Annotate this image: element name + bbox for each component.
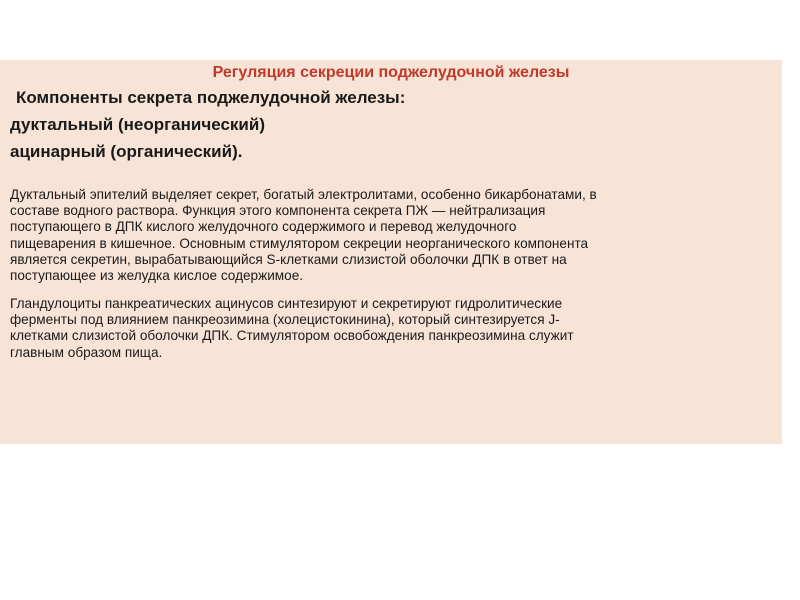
ductal-component-heading: дуктальный (неорганический) bbox=[10, 115, 265, 134]
paragraph-line: Дуктальный эпителий выделяет секрет, богатый электролитами, особенно бикарбонатами, в bbox=[10, 187, 597, 202]
ductal-paragraph bbox=[10, 187, 780, 284]
components-heading: Компоненты секрета поджелудочной железы: bbox=[16, 88, 406, 107]
slide-title: Регуляция секреции поджелудочной железы bbox=[212, 64, 570, 81]
paragraph-line: является секретин, вырабатывающийся S-клетками слизистой оболочки ДПК в ответ на bbox=[10, 251, 567, 267]
paragraph-line: пищеварения в кишечное. Основным стимулятором секреции неорганического компонента bbox=[10, 235, 589, 251]
paragraph-line: составе водного раствора. Функция этого компонента секрета ПЖ — нейтрализация bbox=[10, 203, 546, 219]
paragraph-line: клетками слизистой оболочки ДПК. Стимулятором освобождения панкреозимина служит bbox=[10, 328, 574, 344]
paragraph-line: поступающее из желудка кислое содержимое. bbox=[10, 268, 304, 284]
acinar-paragraph bbox=[10, 296, 780, 361]
paragraph-line: поступающего в ДПК кислого желудочного содержимого и перевод желудочного bbox=[10, 219, 517, 235]
paragraph-line: главным образом пища. bbox=[10, 344, 163, 360]
paragraph-line: Гландулоциты панкреатических ацинусов синтезируют и секретируют гидролитические bbox=[10, 296, 563, 311]
acinar-component-heading: ацинарный (органический). bbox=[10, 142, 243, 161]
paragraph-line: ферменты под влиянием панкреозимина (холецистокинина), который синтезируется J- bbox=[10, 312, 560, 328]
